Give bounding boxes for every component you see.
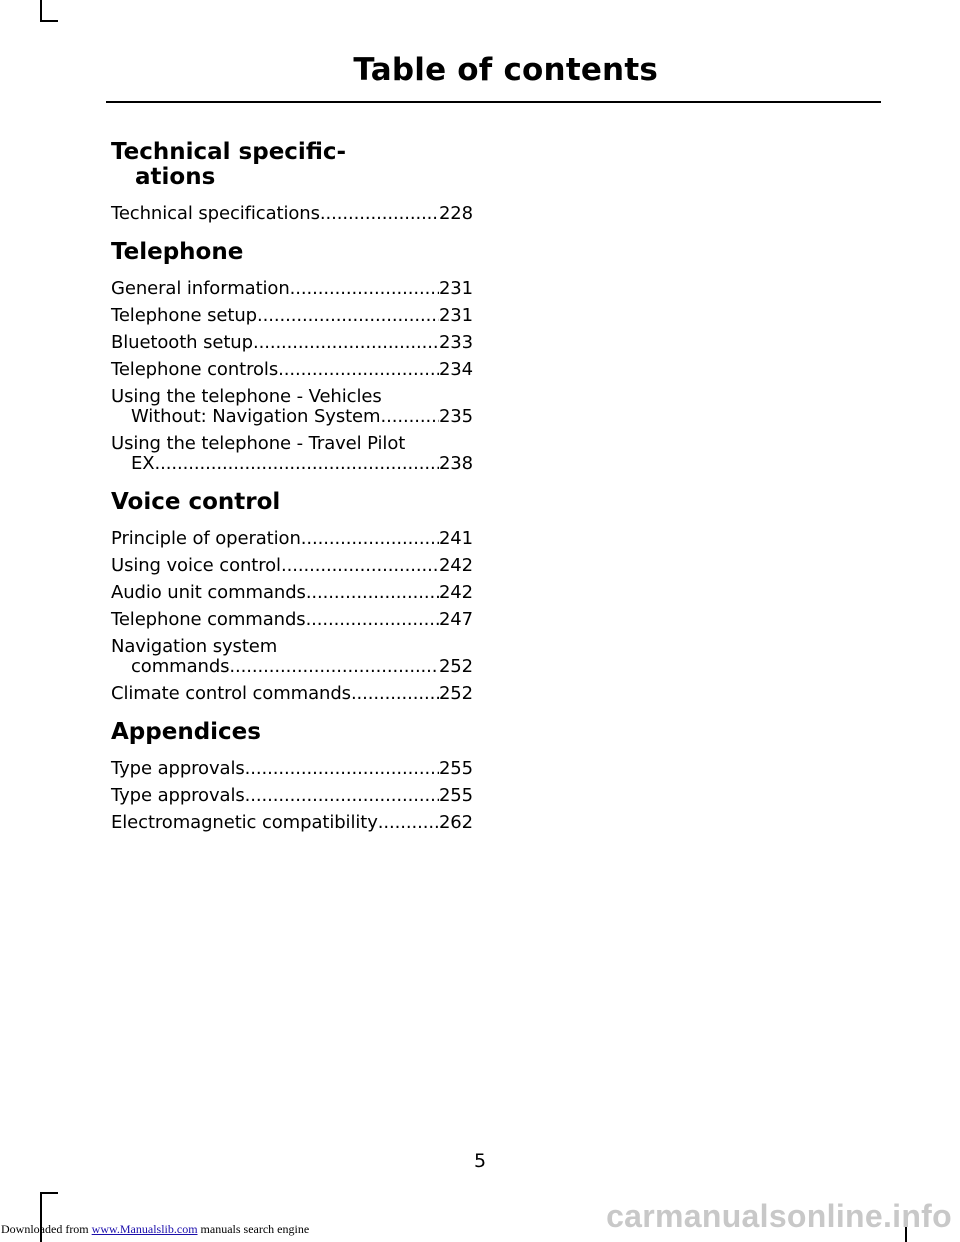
entry-page-number: 234	[438, 359, 473, 380]
entry-page-number: 238	[438, 453, 473, 474]
dot-leader	[229, 657, 439, 677]
dot-leader	[155, 454, 439, 474]
section-heading: Appendices	[111, 719, 261, 745]
entry-line	[111, 610, 473, 630]
entry-page-number: 252	[438, 683, 473, 704]
entry-line	[111, 759, 473, 779]
toc-section	[111, 720, 473, 833]
dot-leader	[306, 583, 439, 603]
dot-leader	[306, 610, 439, 630]
dot-leader	[245, 786, 439, 806]
entry-line	[111, 454, 473, 474]
entry-title-first-line: Navigation system	[111, 637, 278, 657]
crop-mark-top-left-vertical	[40, 0, 42, 22]
toc-entry[interactable]	[111, 306, 473, 326]
section-heading: Voice control	[111, 489, 281, 515]
entry-title-first-line: Using the telephone - Travel Pilot	[111, 434, 406, 454]
toc-entry[interactable]	[111, 786, 473, 806]
toc-entry[interactable]	[111, 387, 473, 427]
entry-line	[111, 657, 473, 677]
section-heading: Telephone	[111, 239, 244, 265]
entry-line	[111, 360, 473, 380]
entry-title: EX	[131, 453, 155, 474]
entry-page-number: 231	[438, 305, 473, 326]
toc-entry[interactable]	[111, 556, 473, 576]
entry-line	[111, 529, 473, 549]
toc-entry[interactable]	[111, 583, 473, 603]
entry-page-number: 233	[438, 332, 473, 353]
dot-leader	[380, 407, 438, 427]
page-title: Table of contents	[353, 52, 658, 88]
toc-entry[interactable]	[111, 360, 473, 380]
dot-leader	[351, 684, 439, 704]
entry-page-number: 255	[438, 785, 473, 806]
entry-page-number: 262	[438, 812, 473, 833]
table-of-contents	[111, 140, 473, 849]
toc-section	[111, 490, 473, 704]
entry-line	[111, 684, 473, 704]
entry-title: Bluetooth setup	[111, 332, 253, 353]
entry-line	[111, 407, 473, 427]
toc-section	[111, 240, 473, 474]
toc-entry[interactable]	[111, 610, 473, 630]
dot-leader	[257, 306, 439, 326]
toc-section	[111, 140, 473, 224]
footer-prefix: Downloaded from	[1, 1222, 92, 1236]
title-divider	[106, 101, 881, 103]
entry-title: Without: Navigation System	[131, 406, 381, 427]
dot-leader	[281, 556, 439, 576]
entry-page-number: 241	[438, 528, 473, 549]
toc-entry[interactable]	[111, 813, 473, 833]
manualslib-link[interactable]: www.Manualslib.com	[91, 1222, 198, 1236]
entry-page-number: 242	[438, 555, 473, 576]
entry-page-number: 228	[438, 203, 473, 224]
entry-title: commands	[131, 656, 230, 677]
toc-entry[interactable]	[111, 434, 473, 474]
dot-leader	[278, 360, 439, 380]
entry-line	[111, 813, 473, 833]
entry-title: Electromagnetic compatibility	[111, 812, 378, 833]
entry-page-number: 242	[438, 582, 473, 603]
entry-title: Type approvals	[111, 785, 245, 806]
dot-leader	[253, 333, 439, 353]
watermark-logo: carmanualsonline.info	[606, 1198, 952, 1234]
entry-page-number: 235	[438, 406, 473, 427]
entry-title: Telephone controls	[111, 359, 279, 380]
entry-line	[111, 333, 473, 353]
entry-line	[111, 556, 473, 576]
entry-line	[111, 279, 473, 299]
entry-page-number: 231	[438, 278, 473, 299]
entry-title: Telephone setup	[111, 305, 257, 326]
entry-title: Audio unit commands	[111, 582, 306, 603]
entry-title: Climate control commands	[111, 683, 351, 704]
entry-title: Using voice control	[111, 555, 281, 576]
download-footer	[1, 1222, 309, 1237]
entry-line	[111, 306, 473, 326]
toc-entry[interactable]	[111, 333, 473, 353]
toc-entry[interactable]	[111, 279, 473, 299]
dot-leader	[301, 529, 439, 549]
footer-suffix: manuals search engine	[197, 1222, 310, 1236]
entry-title-first-line: Using the telephone - Vehicles	[111, 387, 382, 407]
dot-leader	[290, 279, 439, 299]
dot-leader	[245, 759, 439, 779]
entry-title: Principle of operation	[111, 528, 301, 549]
toc-entry[interactable]	[111, 684, 473, 704]
toc-entry[interactable]	[111, 529, 473, 549]
entry-line	[111, 204, 473, 224]
section-heading: Technical specific- ations	[111, 139, 347, 190]
dot-leader	[320, 204, 439, 224]
entry-line	[111, 786, 473, 806]
entry-title: General information	[111, 278, 290, 299]
toc-entry[interactable]	[111, 204, 473, 224]
dot-leader	[378, 813, 439, 833]
page-number: 5	[473, 1150, 487, 1172]
entry-line	[111, 583, 473, 603]
entry-page-number: 252	[438, 656, 473, 677]
crop-mark-top-left-horizontal	[40, 20, 58, 22]
entry-title: Telephone commands	[111, 609, 306, 630]
entry-page-number: 247	[438, 609, 473, 630]
toc-entry[interactable]	[111, 759, 473, 779]
crop-mark-bottom-left-horizontal	[40, 1192, 58, 1194]
entry-page-number: 255	[438, 758, 473, 779]
entry-title: Technical specifications	[111, 203, 320, 224]
toc-entry[interactable]	[111, 637, 473, 677]
entry-title: Type approvals	[111, 758, 245, 779]
